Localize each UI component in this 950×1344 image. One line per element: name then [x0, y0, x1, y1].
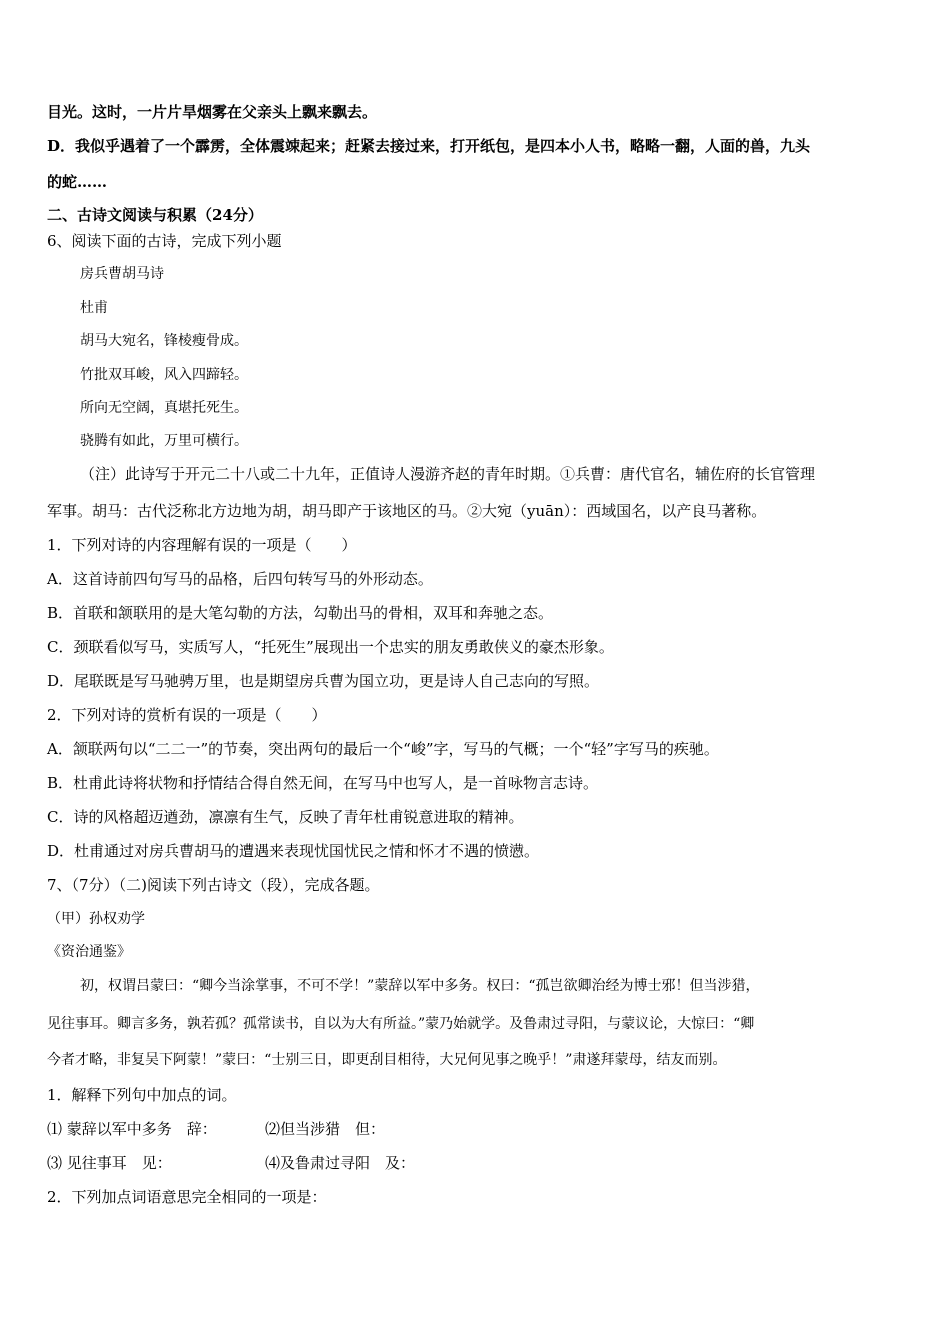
classical-text-line: 见往事耳。卿言多务，孰若孤？孤常读书，自以为大有所益。”蒙乃始就学。及鲁肃过寻阳，与蒙议论，大惊曰：“卿 — [47, 1016, 755, 1032]
word-item: ⑶ 见往事耳 见： — [47, 1154, 172, 1172]
text-source: 《资治通鉴》 — [47, 944, 131, 960]
passage-line: 目光。这时，一片片旱烟雾在父亲头上飘来飘去。 — [47, 103, 378, 121]
poem-line: 竹批双耳峻，风入四蹄轻。 — [80, 367, 248, 383]
poem-line: 胡马大宛名，锋棱瘦骨成。 — [80, 333, 248, 349]
question-6-stem: 6、阅读下面的古诗，完成下列小题 — [47, 232, 282, 250]
word-item: ⑴ 蒙辞以军中多务 辞： — [47, 1120, 217, 1138]
sub-question-1-stem: 1．下列对诗的内容理解有误的一项是（ ） — [47, 536, 357, 554]
option-d: D．杜甫通过对房兵曹胡马的遭遇来表现忧国忧民之情和怀才不遇的愤懑。 — [47, 842, 540, 860]
option-c: C．颈联看似写马，实质写人，“托死生”展现出一个忠实的朋友勇敢侠义的豪杰形象。 — [47, 638, 614, 656]
poem-line: 所向无空阔，真堪托死生。 — [80, 400, 248, 416]
q7-sub-question-1-stem: 1．解释下列句中加点的词。 — [47, 1086, 237, 1104]
option-b: B．杜甫此诗将状物和抒情结合得自然无间，在写马中也写人，是一首咏物言志诗。 — [47, 774, 599, 792]
word-item: ⑷及鲁肃过寻阳 及： — [265, 1154, 416, 1172]
poem-author: 杜甫 — [80, 300, 108, 316]
classical-text-line: 初，权谓吕蒙曰：“卿今当涂掌事，不可不学！”蒙辞以军中多务。权曰：“孤岂欲卿治经为博士邪！但当涉猎， — [80, 978, 760, 994]
question-7-stem: 7、（7分）（二)阅读下列古诗文（段），完成各题。 — [47, 876, 380, 894]
section-title: 二、古诗文阅读与积累（24分） — [47, 206, 263, 224]
option-d-line-continued: 的蛇…… — [47, 173, 108, 191]
classical-text-line: 今者才略，非复吴下阿蒙！”蒙曰：“士别三日，即更刮目相待，大兄何见事之晚乎！”肃遂拜蒙母，结友而别。 — [47, 1052, 727, 1068]
poem-title: 房兵曹胡马诗 — [80, 266, 164, 282]
sub-question-2-stem: 2．下列对诗的赏析有误的一项是（ ） — [47, 706, 327, 724]
option-a: A．这首诗前四句写马的品格，后四句转写马的外形动态。 — [47, 570, 433, 588]
word-item: ⑵但当涉猎 但： — [265, 1120, 386, 1138]
option-d: D．尾联既是写马驰骋万里，也是期望房兵曹为国立功，更是诗人自己志向的写照。 — [47, 672, 600, 690]
option-b: B．首联和颔联用的是大笔勾勒的方法，勾勒出马的骨相，双耳和奔驰之态。 — [47, 604, 554, 622]
text-title: （甲）孙权劝学 — [47, 911, 145, 927]
option-a: A．颔联两句以“二二一”的节奏，突出两句的最后一个“峻”字，写马的气概；一个“轻”字写马的疾驰。 — [47, 740, 719, 758]
option-d-line: D．我似乎遇着了一个霹雳，全体震竦起来；赶紧去接过来，打开纸包，是四本小人书，略略一翻，人面的兽，九头 — [47, 137, 811, 155]
q7-sub-question-2-stem: 2．下列加点词语意思完全相同的一项是： — [47, 1188, 327, 1206]
poem-note: （注）此诗写于开元二十八或二十九年，正值诗人漫游齐赵的青年时期。①兵曹：唐代官名，辅佐府的长官管理 — [80, 465, 816, 483]
poem-note-continued: 军事。胡马：古代泛称北方边地为胡，胡马即产于该地区的马。②大宛（yuān）：西域国名，以产良马著称。 — [47, 502, 767, 520]
poem-line: 骁腾有如此，万里可横行。 — [80, 433, 248, 449]
option-c: C．诗的风格超迈遒劲，凛凛有生气，反映了青年杜甫锐意进取的精神。 — [47, 808, 524, 826]
